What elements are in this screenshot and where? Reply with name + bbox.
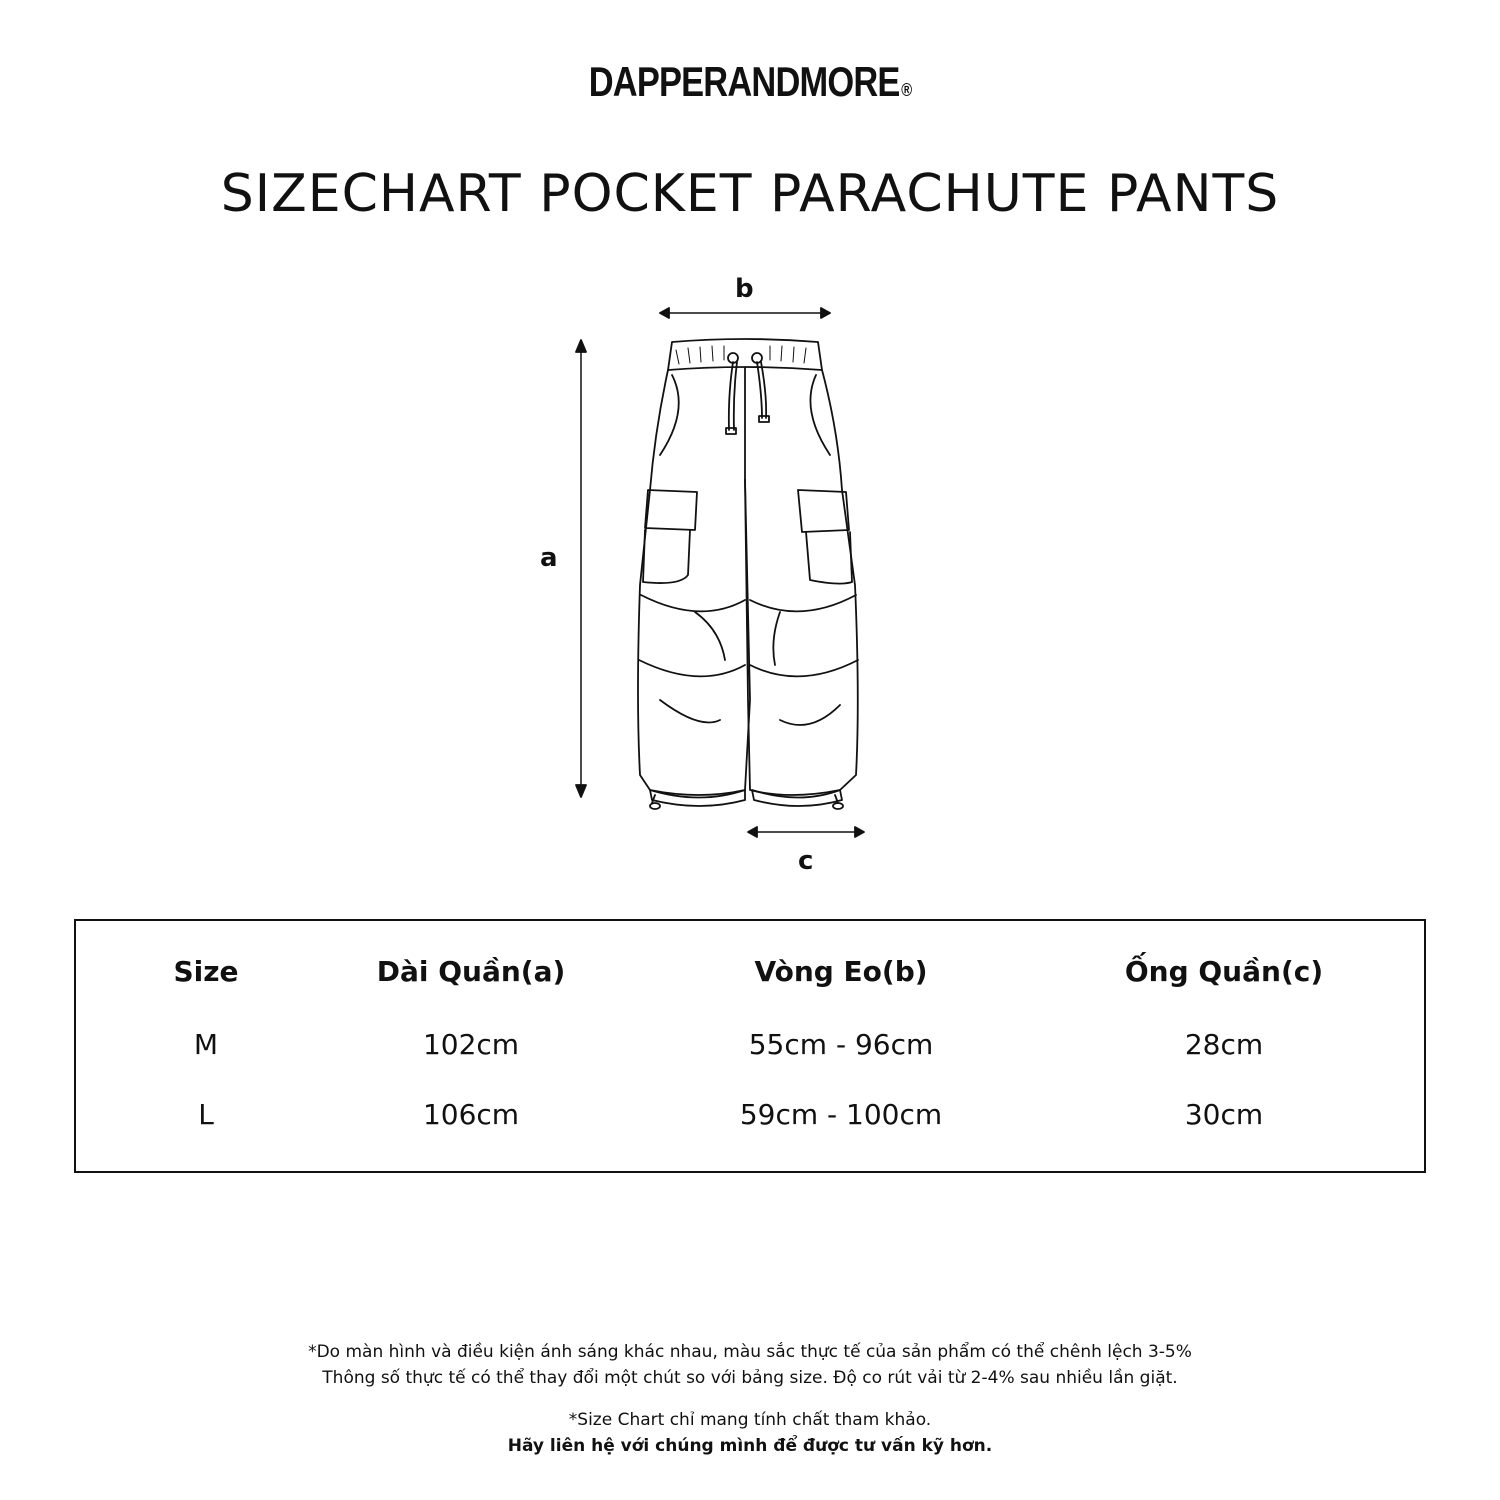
table-cell: L [198, 1098, 214, 1131]
table-cell: 102cm [422, 1028, 520, 1061]
note-contact: Hãy liên hệ với chúng mình để được tư vấn kỹ hơn. [507, 1436, 993, 1456]
size-table [74, 919, 1426, 1173]
table-cell: 28cm [1184, 1028, 1264, 1061]
dimension-label-a: a [540, 543, 558, 573]
table-header-length: Dài Quần(a) [376, 955, 566, 988]
table-cell: 55cm - 96cm [748, 1028, 934, 1061]
page-title: SIZECHART POCKET PARACHUTE PANTS [220, 164, 1280, 224]
dimension-label-b: b [735, 274, 754, 304]
table-header-leg-opening: Ống Quần(c) [1124, 955, 1324, 988]
table-header-size: Size [173, 955, 239, 988]
note-color-variance: *Do màn hình và điều kiện ánh sáng khác nhau, màu sắc thực tế của sản phẩm có thể chênh lệch 3-5% [308, 1342, 1192, 1362]
table-cell: M [193, 1028, 219, 1061]
table-cell: 59cm - 100cm [739, 1098, 943, 1131]
note-reference-only: *Size Chart chỉ mang tính chất tham khảo. [568, 1410, 932, 1430]
table-header-waist: Vòng Eo(b) [754, 955, 928, 988]
brand-name: DAPPERANDMORE [588, 58, 900, 105]
dimension-label-c: c [798, 846, 814, 876]
table-cell: 106cm [422, 1098, 520, 1131]
table-cell: 30cm [1184, 1098, 1264, 1131]
reference-notes [0, 1407, 1500, 1459]
disclaimer-notes [0, 1339, 1500, 1391]
registered-mark: ® [901, 80, 912, 100]
note-measurement-variance: Thông số thực tế có thể thay đổi một chút so với bảng size. Độ co rút vải từ 2-4% sau nhiều lần giặt. [322, 1368, 1178, 1388]
